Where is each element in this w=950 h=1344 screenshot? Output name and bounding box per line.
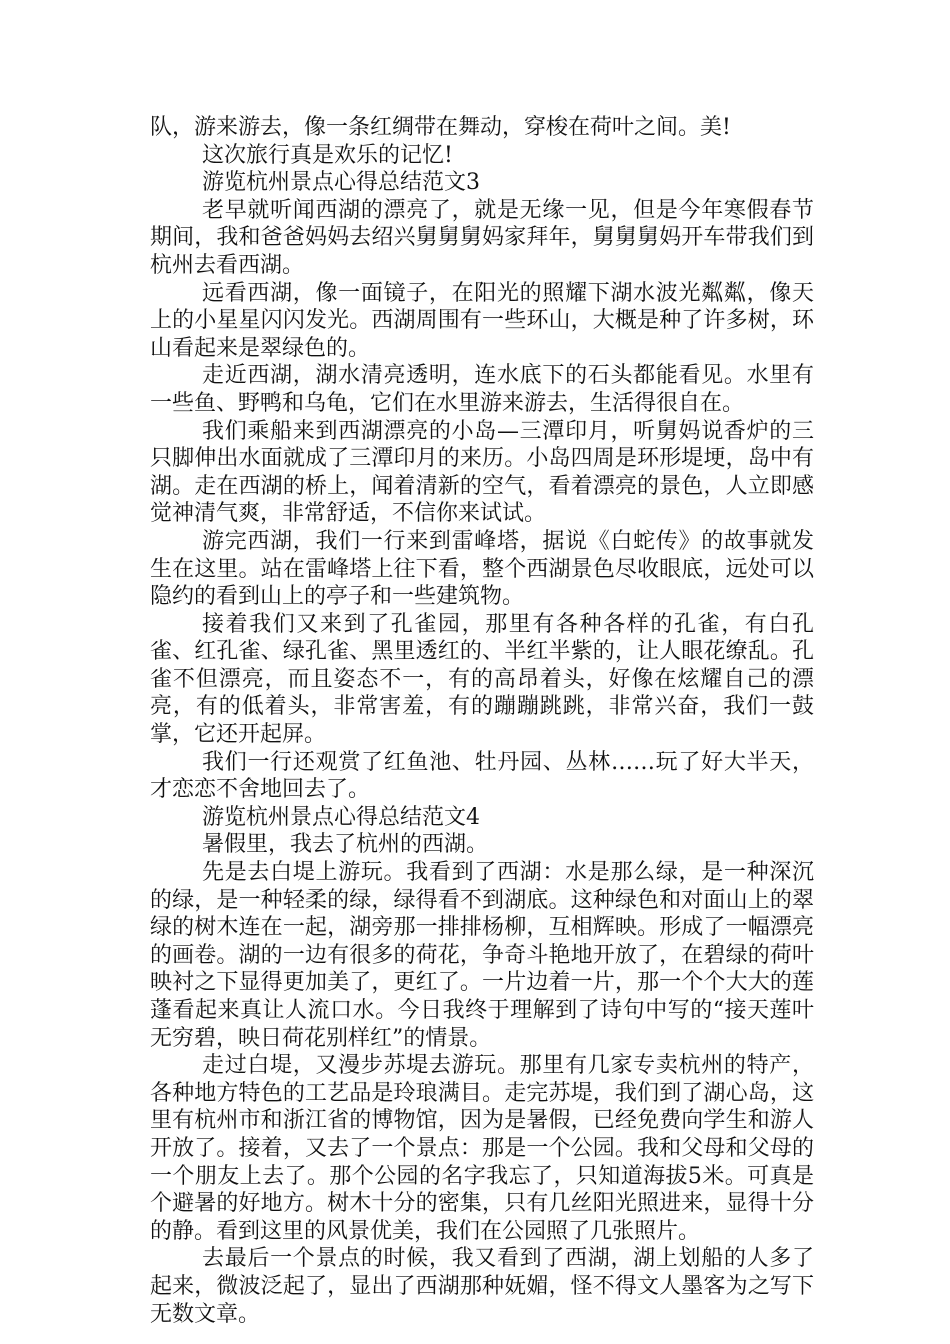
paragraph: 走近西湖，湖水清亮透明，连水底下的石头都能看见。水里有一些鱼、野鸭和乌龟，它们在水里游来游去，生活得很自在。 [150,363,814,416]
paragraph: 这次旅行真是欢乐的记忆! [202,142,453,168]
section-heading-3: 游览杭州景点心得总结范文3 [202,170,480,196]
paragraph: 暑假里，我去了杭州的西湖。 [202,832,489,858]
paragraph: 老早就听闻西湖的漂亮了，就是无缘一见，但是今年寒假春节期间，我和爸爸妈妈去绍兴舅舅舅妈家拜年，舅舅舅妈开车带我们到杭州去看西湖。 [150,197,814,278]
paragraph: 游完西湖，我们一行来到雷峰塔，据说《白蛇传》的故事就发生在这里。站在雷峰塔上往下看，整个西湖景色尽收眼底，远处可以隐约的看到山上的亭子和一些建筑物。 [150,528,814,610]
paragraph-continuation: 队，游来游去，像一条红绸带在舞动，穿梭在荷叶之间。美! [150,115,731,140]
paragraph: 远看西湖，像一面镜子，在阳光的照耀下湖水波光粼粼，像天上的小星星闪闪发光。西湖周围有一些环山，大概是种了许多树，环山看起来是翠绿色的。 [150,280,814,361]
document-body [150,114,814,1328]
section-heading-4: 游览杭州景点心得总结范文4 [202,804,480,830]
paragraph: 接着我们又来到了孔雀园，那里有各种各样的孔雀，有白孔雀、红孔雀、绿孔雀、黑里透红的、半红半紫的，让人眼花缭乱。孔雀不但漂亮，而且姿态不一，有的高昂着头，好像在炫耀自己的漂亮，有的低着头，非常害羞，有的蹦蹦跳跳，非常兴奋，我们一鼓掌，它还开起屏。 [150,611,814,748]
paragraph: 我们乘船来到西湖漂亮的小岛—三潭印月，听舅妈说香炉的三只脚伸出水面就成了三潭印月的来历。小岛四周是环形堤埂，岛中有湖。走在西湖的桥上，闻着清新的空气，看着漂亮的景色，人立即感觉神清气爽，非常舒适，不信你来试试。 [150,418,814,527]
paragraph: 走过白堤，又漫步苏堤去游玩。那里有几家专卖杭州的特产，各种地方特色的工艺品是玲琅满目。走完苏堤，我们到了湖心岛，这里有杭州市和浙江省的博物馆，因为是暑假，已经免费向学生和游人开放了。接着，又去了一个景点：那是一个公园。我和父母和父母的一个朋友上去了。那个公园的名字我忘了，只知道海拔5米。可真是个避暑的好地方。树木十分的密集，只有几丝阳光照进来，显得十分的静。看到这里的风景优美，我们在公园照了几张照片。 [150,1053,814,1244]
paragraph: 先是去白堤上游玩。我看到了西湖：水是那么绿，是一种深沉的绿，是一种轻柔的绿，绿得看不到湖底。这种绿色和对面山上的翠绿的树木连在一起，湖旁那一排排杨柳，互相辉映。形成了一幅漂亮的画卷。湖的一边有很多的荷花，争奇斗艳地开放了，在碧绿的荷叶映衬之下显得更加美了，更红了。一片边着一片，那一个个大大的莲蓬看起来真让人流口水。今日我终于理解到了诗句中写的“接天莲叶无穷碧，映日荷花别样红”的情景。 [150,860,814,1051]
paragraph: 我们一行还观赏了红鱼池、牡丹园、丛林……玩了好大半天，才恋恋不舍地回去了。 [150,749,814,803]
paragraph: 去最后一个景点的时候，我又看到了西湖，湖上划船的人多了起来，微波泛起了，显出了西湖那种妩媚，怪不得文人墨客为之写下无数文章。 [150,1246,814,1327]
